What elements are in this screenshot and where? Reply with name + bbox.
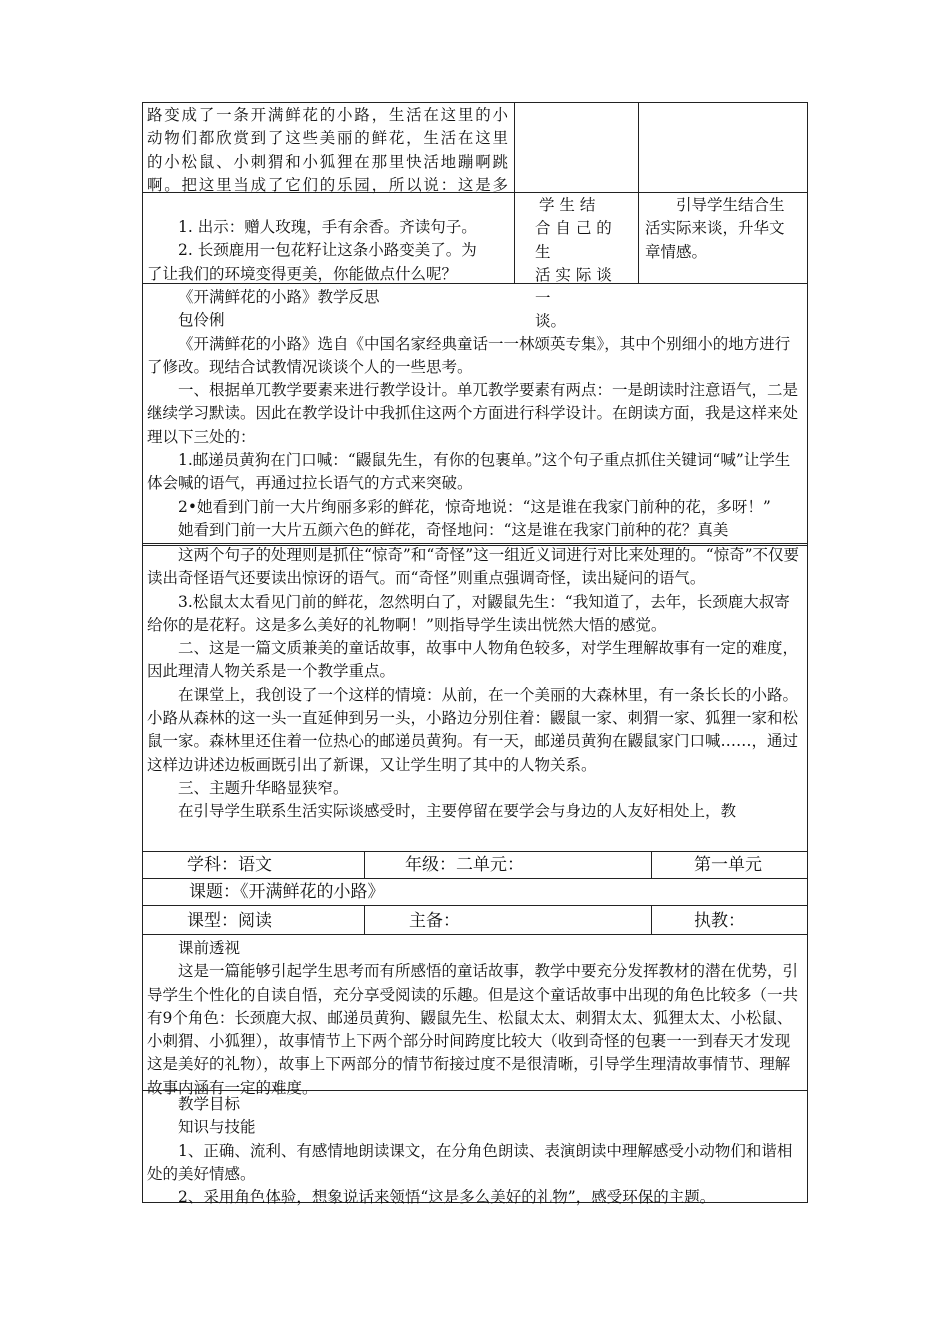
type-row [142,905,808,935]
goals-block [142,1090,808,1207]
subject-label: 学科：语文 [187,855,272,875]
reflection-paragraph: 她看到门前一大片五颜六色的鲜花，奇怪地问：“这是谁在我家门前种的花？真美 [178,520,729,539]
exec-label: 执教： [694,911,745,931]
intent-line: 引导学生结合生 [676,196,785,214]
goals-title: 教学目标 [178,1095,241,1113]
grade-cell [364,852,651,878]
reflection-paragraph: 在课堂上，我创设了一个这样的情境：从前，在一个美丽的大森林里，有一条长长的小路。小路从森林的这一头一直延伸到另一头，小路边分别住着：鼹鼠一家、刺猬一家、狐狸一家和松鼠一家。森林里还住着一位热心的邮递员黄狗。有一天，邮递员黄狗在鼹鼠家门口喊……，通过这样边讲述边板画既引出了新课，又让学生明了其中的人物关系。 [147,685,799,774]
grade-label: 年级：二单元： [405,855,524,875]
activity-main-cell [143,193,514,283]
activity-line: 1. 出示：赠人玫瑰，手有余香。齐读句子。 [178,218,477,236]
story-line: 路变成了一条开满鲜花的小路，生活在这里的小 [147,106,508,124]
subject-cell [143,852,364,878]
story-student-cell [514,103,638,192]
student-line: 学 生 结 [539,196,596,214]
lead-label: 主备： [409,911,460,931]
preview-title: 课前透视 [178,939,241,957]
reflection-block [142,283,808,546]
intent-line: 活实际来谈，升华文 [645,219,785,238]
topic-label: 课题：《开满鲜花的小路》 [189,882,385,902]
reflection-paragraph: 《开满鲜花的小路》选自《中国名家经典童话一一林颂英专集》，其中个别细小的地方进行了修改。现结合试教情况谈谈个人的一些思考。 [147,334,791,376]
reflection-paragraph: 3.松鼠太太看见门前的鲜花，忽然明白了，对鼹鼠先生：“我知道了，去年，长颈鹿大叔寄给你的是花籽。这是多么美好的礼物啊！”则指导学生读出恍然大悟的感觉。 [147,592,790,634]
story-main-cell [143,103,514,192]
type-label: 课型：阅读 [187,911,272,931]
preview-block [142,934,808,1097]
student-line: 活 实 际 谈 一 [535,265,612,308]
reflection-paragraph: 二、这是一篇文质兼美的童话故事，故事中人物角色较多，对学生理解故事有一定的难度，因此理清人物关系是一个教学重点。 [147,639,799,681]
goals-subtitle: 知识与技能 [178,1118,256,1137]
type-cell [143,906,364,934]
topic-row [142,878,808,906]
preview-body: 这是一篇能够引起学生思考而有所感悟的童话故事，教学中要充分发挥教材的潜在优势，引导学生个性化的自读自悟，充分享受阅读的乐趣。但是这个童话故事中出现的角色比较多（一共有9个角色：长颈鹿大叔、邮递员黄狗、鼹鼠先生、松鼠太太、刺猬太太、狐狸太太、小松鼠、小刺猬、小狐狸），故事情节上下两个部分时间跨度比较大（收到奇怪的包裹一一到春天才发现这是美好的礼物），故事上下两部分的情节衔接过度不是很清晰，引导学生理清故事情节、理解故事内涵有一定的难度。 [147,962,799,1097]
reflection-paragraph: 在引导学生联系生活实际谈感受时，主要停留在要学会与身边的人友好相处上，教 [178,802,737,821]
reflection-paragraph: 这两个句子的处理则是抓住“惊奇”和“奇怪”这一组近义词进行对比来处理的。“惊奇”不仅要读出奇怪语气还要读出惊讶的语气。而“奇怪”则重点强调奇怪，读出疑问的语气。 [147,546,800,588]
reflection-paragraph: 一、根据单兀教学要素来进行教学设计。单兀教学要素有两点：一是朗读时注意语气，二是继续学习默读。因此在教学设计中我抓住这两个方面进行科学设计。在朗读方面，我是这样来处理以下三处的： [147,381,799,446]
student-line: 谈。 [535,312,567,331]
lead-cell [364,906,651,934]
intent-line: 章情感。 [645,242,708,261]
story-row [142,102,808,193]
story-line: 的小松鼠、小刺猬和小狐狸在那里快活地蹦啊跳 [147,152,508,171]
reflection-paragraph: 2•她看到门前一大片绚丽多彩的鲜花，惊奇地说：“这是谁在我家门前种的花，多呀！” [178,497,771,516]
exec-cell [651,906,809,934]
goal-item: 1、正确、流利、有感情地朗读课文，在分角色朗读、表演朗读中理解感受小动物们和谐相处的美好情感。 [147,1141,793,1183]
reflection-paragraph: 1.邮递员黄狗在门口喊：“鼹鼠先生，有你的包裹单。”这个句子重点抓住关键词“喊”让学生体会喊的语气，再通过拉长语气的方式来突破。 [147,451,791,493]
activity-student-cell [514,193,638,331]
reflection-title: 《开满鲜花的小路》教学反思 [178,288,380,306]
reflection-block-2 [142,543,808,852]
reflection-author: 包伶俐 [178,311,225,330]
reflection-paragraph: 三、主题升华略显狭窄。 [178,778,349,797]
student-line: 合 自 己 的 生 [535,219,612,261]
activity-line: 了让我们的环境变得更美，你能做点什么呢？ [147,264,458,283]
story-line: 啊。把这里当成了它们的乐园，所以说：这是多 [147,175,508,194]
goal-item: 2、采用角色体验，想象说话来领悟“这是多么美好的礼物”，感受环保的主题。 [178,1188,716,1207]
subject-row [142,851,808,879]
story-intent-cell [638,103,809,192]
story-line: 动物们都欣赏到了这些美丽的鲜花，生活在这里 [147,129,508,148]
unit-cell [651,852,809,878]
unit-label: 第一单元 [694,855,762,875]
activity-intent-cell [638,193,809,283]
activity-line: 2. 长颈鹿用一包花籽让这条小路变美了。为 [178,241,477,260]
